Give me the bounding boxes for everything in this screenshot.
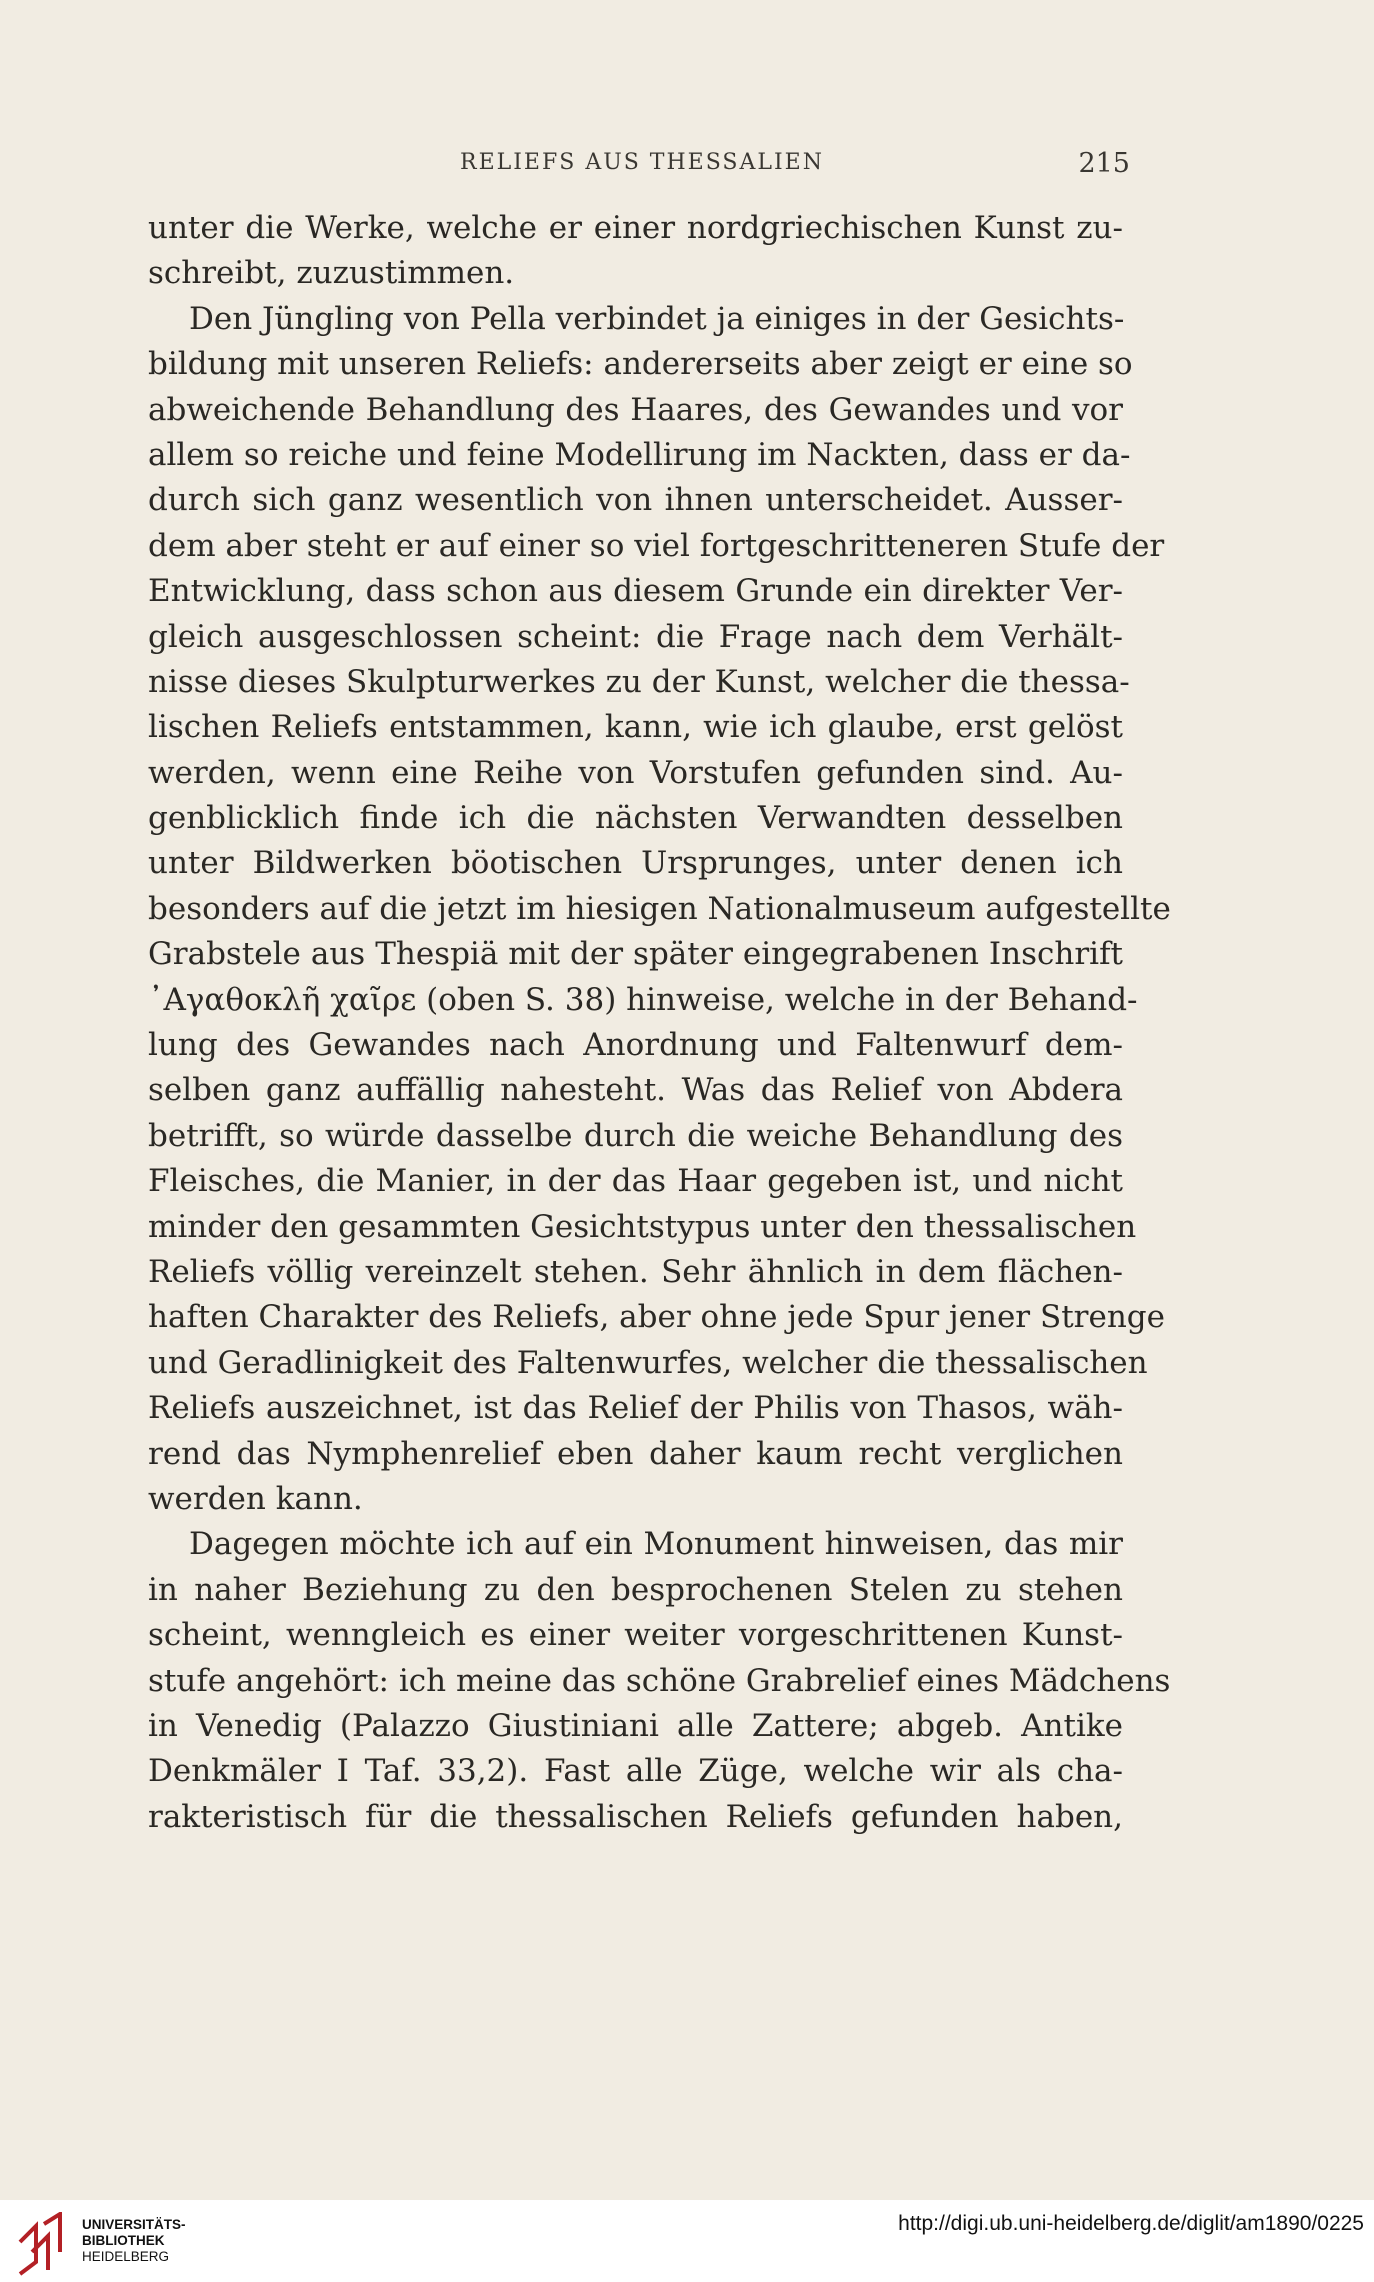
university-library-logo-icon — [14, 2212, 70, 2276]
text-line: werden, wenn eine Reihe von Vorstufen gefunden sind. Au- — [148, 754, 1123, 791]
text-line: werden kann. — [148, 1480, 363, 1517]
text-line: rakteristisch für die thessalischen Reliefs gefunden haben, — [148, 1798, 1123, 1835]
text-line: Fleisches, die Manier, in der das Haar gegeben ist, und nicht — [148, 1163, 1123, 1200]
text-line: und Geradlinigkeit des Faltenwurfes, welcher die thessalischen — [148, 1344, 1148, 1381]
text-line: gleich ausgeschlossen scheint: die Frage nach dem Verhält- — [148, 618, 1123, 655]
library-name-line: HEIDELBERG — [82, 2249, 170, 2264]
text-line: haften Charakter des Reliefs, aber ohne jede Spur jener Strenge — [148, 1299, 1165, 1336]
text-line: betrifft, so würde dasselbe durch die weiche Behandlung des — [148, 1117, 1123, 1154]
text-line: scheint, wenngleich es einer weiter vorgeschrittenen Kunst- — [148, 1617, 1123, 1654]
text-line: genblicklich finde ich die nächsten Verwandten desselben — [148, 800, 1123, 837]
text-line: abweichende Behandlung des Haares, des Gewandes und vor — [148, 391, 1123, 428]
running-head — [150, 148, 1130, 188]
text-line: Dagegen möchte ich auf ein Monument hinweisen, das mir — [189, 1526, 1123, 1563]
text-line: Denkmäler I Taf. 33,2). Fast alle Züge, welche wir als cha- — [148, 1753, 1123, 1790]
text-line: Reliefs auszeichnet, ist das Relief der Philis von Thasos, wäh- — [148, 1390, 1123, 1427]
text-line: unter Bildwerken böotischen Ursprunges, unter denen ich — [148, 845, 1123, 882]
text-line: lischen Reliefs entstammen, kann, wie ich glaube, erst gelöst — [148, 709, 1123, 746]
running-title: RELIEFS AUS THESSALIEN — [460, 150, 824, 175]
text-line: lung des Gewandes nach Anordnung und Faltenwurf dem- — [148, 1027, 1123, 1064]
text-line: Entwicklung, dass schon aus diesem Grunde ein direkter Ver- — [148, 573, 1123, 610]
text-line: schreibt, zuzustimmen. — [148, 255, 515, 292]
text-line: stufe angehört: ich meine das schöne Grabrelief eines Mädchens — [148, 1662, 1171, 1699]
text-line: nisse dieses Skulpturwerkes zu der Kunst, welcher die thessa- — [148, 663, 1130, 700]
text-line: besonders auf die jetzt im hiesigen Nationalmuseum aufgestellte — [148, 890, 1171, 927]
text-line: durch sich ganz wesentlich von ihnen unterscheidet. Ausser- — [148, 482, 1123, 519]
text-line: allem so reiche und feine Modellirung im Nackten, dass er da- — [148, 436, 1131, 473]
text-line: unter die Werke, welche er einer nordgriechischen Kunst zu- — [148, 210, 1123, 246]
text-line: selben ganz auffällig nahesteht. Was das Relief von Abdera — [148, 1072, 1123, 1109]
library-name-line: BIBLIOTHEK — [82, 2233, 165, 2248]
text-line: minder den gesammten Gesichtstypus unter den thessalischen — [148, 1208, 1137, 1245]
library-name-line: UNIVERSITÄTS- — [82, 2217, 186, 2232]
text-line: ᾿Αγαθοκλῆ χαῖρε (oben S. 38) hinweise, welche in der Behand- — [148, 981, 1138, 1018]
text-line: in naher Beziehung zu den besprochenen Stelen zu stehen — [148, 1571, 1123, 1608]
text-line: bildung mit unseren Reliefs: andererseits aber zeigt er eine so — [148, 346, 1133, 383]
text-line: Grabstele aus Thespiä mit der später eingegrabenen Inschrift — [148, 936, 1123, 973]
text-line: dem aber steht er auf einer so viel fortgeschritteneren Stufe der — [148, 527, 1165, 564]
digitization-footer — [0, 2200, 1374, 2282]
library-name — [82, 2217, 186, 2265]
body-text — [148, 206, 1171, 1840]
page-number: 215 — [1078, 148, 1130, 179]
text-line: rend das Nymphenrelief eben daher kaum recht verglichen — [148, 1435, 1123, 1472]
text-line: in Venedig (Palazzo Giustiniani alle Zattere; abgeb. Antike — [148, 1707, 1123, 1744]
text-line: Reliefs völlig vereinzelt stehen. Sehr ähnlich in dem flächen- — [148, 1253, 1123, 1290]
permalink-url[interactable]: http://digi.ub.uni-heidelberg.de/diglit/am1890/0225 — [898, 2212, 1364, 2235]
text-line: Den Jüngling von Pella verbindet ja einiges in der Gesichts- — [189, 300, 1125, 337]
